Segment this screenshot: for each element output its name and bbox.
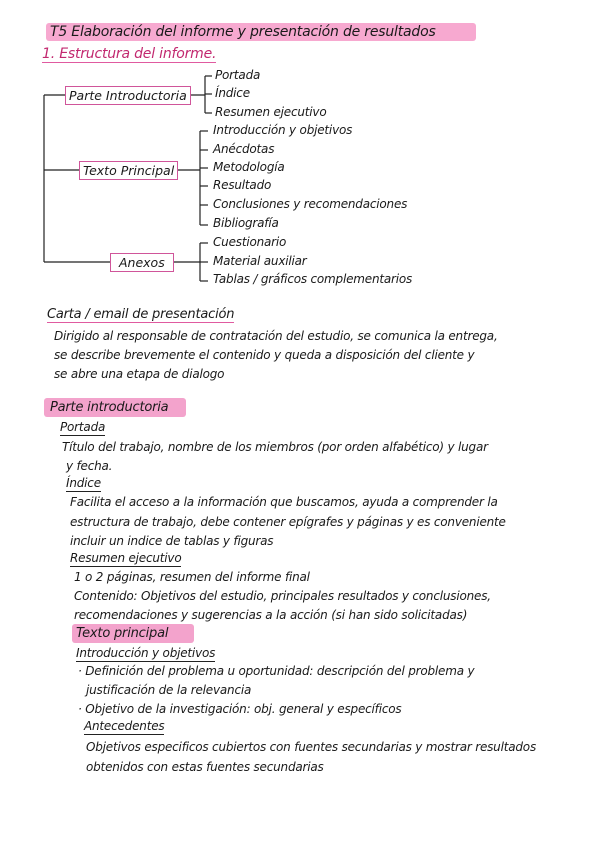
texto-heading [72,626,194,641]
antecedentes-line: Objetivos especificos cubiertos con fuentes secundarias y mostrar resultados [86,740,536,754]
parte-heading-text: Parte introductoria [44,398,186,417]
indice-line: incluir un indice de tablas y figuras [70,534,274,548]
diagram-item: Portada [215,68,261,82]
portada-line: Título del trabajo, nombre de los miembros (por orden alfabético) y lugar [62,440,488,454]
group-box-principal: Texto Principal [79,161,178,180]
diagram-item: Metodología [213,160,285,174]
intro-line: · Objetivo de la investigación: obj. general y específicos [78,702,402,716]
diagram-item: Cuestionario [213,235,287,249]
section-subtitle: 1. Estructura del informe. [42,46,217,62]
diagram-item: Índice [215,86,250,100]
indice-line: estructura de trabajo, debe contener epígrafes y páginas y es conveniente [70,515,506,529]
diagram-item: Resultado [213,178,272,192]
page-title-text: T5 Elaboración del informe y presentación de resultados [46,23,476,41]
portada-line: y fecha. [66,459,113,473]
resumen-line: recomendaciones y sugerencias a la acción (si han sido solicitadas) [74,608,468,622]
resumen-line: Contenido: Objetivos del estudio, principales resultados y conclusiones, [74,589,491,603]
diagram-item: Conclusiones y recomendaciones [213,197,408,211]
indice-heading: Índice [66,476,101,490]
diagram-item: Bibliografía [213,216,279,230]
portada-heading: Portada [60,420,106,434]
carta-heading: Carta / email de presentación [47,307,235,322]
carta-line: se describe brevemente el contenido y queda a disposición del cliente y [54,348,475,362]
diagram-item: Resumen ejecutivo [215,105,327,119]
group-box-introductoria: Parte Introductoria [65,86,191,105]
antecedentes-line: obtenidos con estas fuentes secundarias [86,760,324,774]
resumen-heading: Resumen ejecutivo [70,551,182,565]
intro-heading: Introducción y objetivos [76,646,216,660]
diagram-item: Material auxiliar [213,254,307,268]
diagram-item: Introducción y objetivos [213,123,353,137]
indice-line: Facilita el acceso a la información que buscamos, ayuda a comprender la [70,495,498,509]
parte-heading [44,400,186,415]
diagram-item: Tablas / gráficos complementarios [213,272,413,286]
intro-line: justificación de la relevancia [86,683,252,697]
diagram-item: Anécdotas [213,142,275,156]
intro-line: · Definición del problema u oportunidad: descripción del problema y [78,664,475,678]
group-box-anexos: Anexos [110,253,174,272]
carta-line: Dirigido al responsable de contratación del estudio, se comunica la entrega, [54,329,498,343]
texto-heading-text: Texto principal [72,624,194,643]
antecedentes-heading: Antecedentes [84,719,165,733]
carta-line: se abre una etapa de dialogo [54,367,225,381]
resumen-line: 1 o 2 páginas, resumen del informe final [74,570,310,584]
